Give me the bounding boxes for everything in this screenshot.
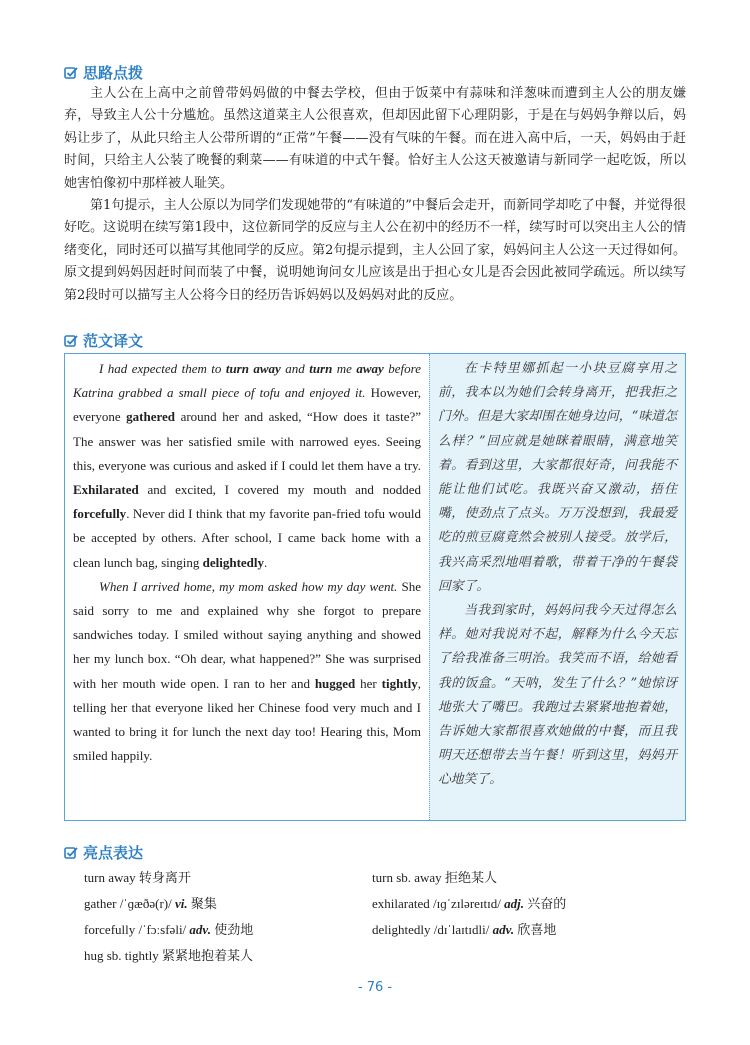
vocab-item: exhilarated /ɪɡˈzɪləreɪtɪd/ adj. 兴奋的 <box>372 896 567 911</box>
essay-zh-paragraph-2: 当我到家时，妈妈问我今天过得怎么样。她对我说对不起，解释为什么今天忘了给我准备三明治。我笑而不语，给她看我的饭盒。“天呐，发生了什么？”她惊讶地张大了嘴巴。我跑过去紧紧地抱着她，告诉她大家都很喜欢她做的中餐，而且我明天还想带去当午餐！听到这里，妈妈开心地笑了。 <box>438 603 677 788</box>
section-title-highlights <box>64 842 143 863</box>
vocab-list <box>84 866 644 968</box>
essay-english <box>65 354 429 820</box>
essay-en-paragraph-2: When I arrived home, my mom asked how my day went. She said sorry to me and explained why she forgot to prepare sandwiches today. I smiled without saying anything and showed her my lunch box. “Oh dear, what happened?” She was surprised with her mouth wide open. I ran to her and hugged her tightly, telling her that everyone liked her Chinese food very much and I wanted to bring it for lunch the next day too! Hearing this, Mom smiled happily. <box>73 578 422 764</box>
vocab-item: forcefully /ˈfɔːsfəli/ adv. 使劲地 <box>84 922 254 937</box>
vocab-item: turn sb. away 拒绝某人 <box>372 870 497 885</box>
checkbox-pen-icon <box>64 846 78 860</box>
analysis-paragraph-2: 第1句提示，主人公原以为同学们发现她带的“有味道的”中餐后会走开，而新同学却吃了中餐，并觉得很好吃。这说明在续写第1段中，这位新同学的反应与主人公在初中的经历不一样，续写时可以突出主人公的情绪变化，同时还可以描写其他同学的反应。第2句提示提到，主人公回了家，妈妈问主人公这一天过得如何。原文提到妈妈因赶时间而装了中餐，说明她询问女儿应该是出于担心女儿是否会因此被同学疏远。所以续写第2段时可以描写主人公将今日的经历告诉妈妈以及妈妈对此的反应。 <box>64 198 686 303</box>
essay-chinese <box>429 354 685 820</box>
section-title-analysis <box>64 62 143 83</box>
section-title-highlights-label: 亮点表达 <box>83 844 144 862</box>
vocab-item: hug sb. tightly 紧紧地抱着某人 <box>84 948 254 963</box>
vocab-item: gather /ˈɡæðə(r)/ vi. 聚集 <box>84 896 217 911</box>
section-title-analysis-label: 思路点拨 <box>83 64 144 82</box>
checkbox-pen-icon <box>64 66 78 80</box>
translation-box <box>64 353 686 821</box>
vocab-item: delightedly /dɪˈlaɪtɪdli/ adv. 欣喜地 <box>372 922 557 937</box>
analysis-paragraph-1: 主人公在上高中之前曾带妈妈做的中餐去学校，但由于饭菜中有蒜味和洋葱味而遭到主人公的朋友嫌弃，导致主人公十分尴尬。虽然这道菜主人公很喜欢，但却因此留下心理阴影，于是在与妈妈争辩以后，妈妈让步了，从此只给主人公带所谓的“正常”午餐——没有气味的午餐。而在进入高中后，一天，妈妈由于赶时间，只给主人公装了晚餐的剩菜——有味道的中式午餐。恰好主人公这天被邀请与新同学一起吃饭，所以她害怕像初中那样被人耻笑。 <box>64 86 686 191</box>
page-number: - 76 - <box>357 980 393 995</box>
section-title-translation-label: 范文译文 <box>83 332 144 350</box>
vocab-item: turn away 转身离开 <box>84 870 191 885</box>
essay-zh-paragraph-1: 在卡特里娜抓起一小块豆腐享用之前，我本以为她们会转身离开，把我拒之门外。但是大家却围在她身边问，“味道怎么样？”回应就是她眯着眼睛，满意地笑着。看到这里，大家都很好奇，问我能不能让他们试吃。我既兴奋又激动，捂住嘴，使劲点了点头。万万没想到，我最爱吃的煎豆腐竟然会被别人接受。放学后，我兴高采烈地唱着歌，带着干净的午餐袋回家了。 <box>438 361 677 594</box>
section-title-translation <box>64 330 143 351</box>
checkbox-pen-icon <box>64 334 78 348</box>
essay-en-paragraph-1: I had expected them to turn away and turn me away before Katrina grabbed a small piece of tofu and enjoyed it. However, everyone gathered around her and asked, “How does it taste?” The answer was her satisfied smile with narrowed eyes. Seeing this, everyone was curious and asked if I could let them have a try. Exhilarated and excited, I covered my mouth and nodded forcefully. Never did I think that my favorite pan-fried tofu would be accepted by others. After school, I came back home with a clean lunch bag, singing delightedly. <box>73 361 422 570</box>
